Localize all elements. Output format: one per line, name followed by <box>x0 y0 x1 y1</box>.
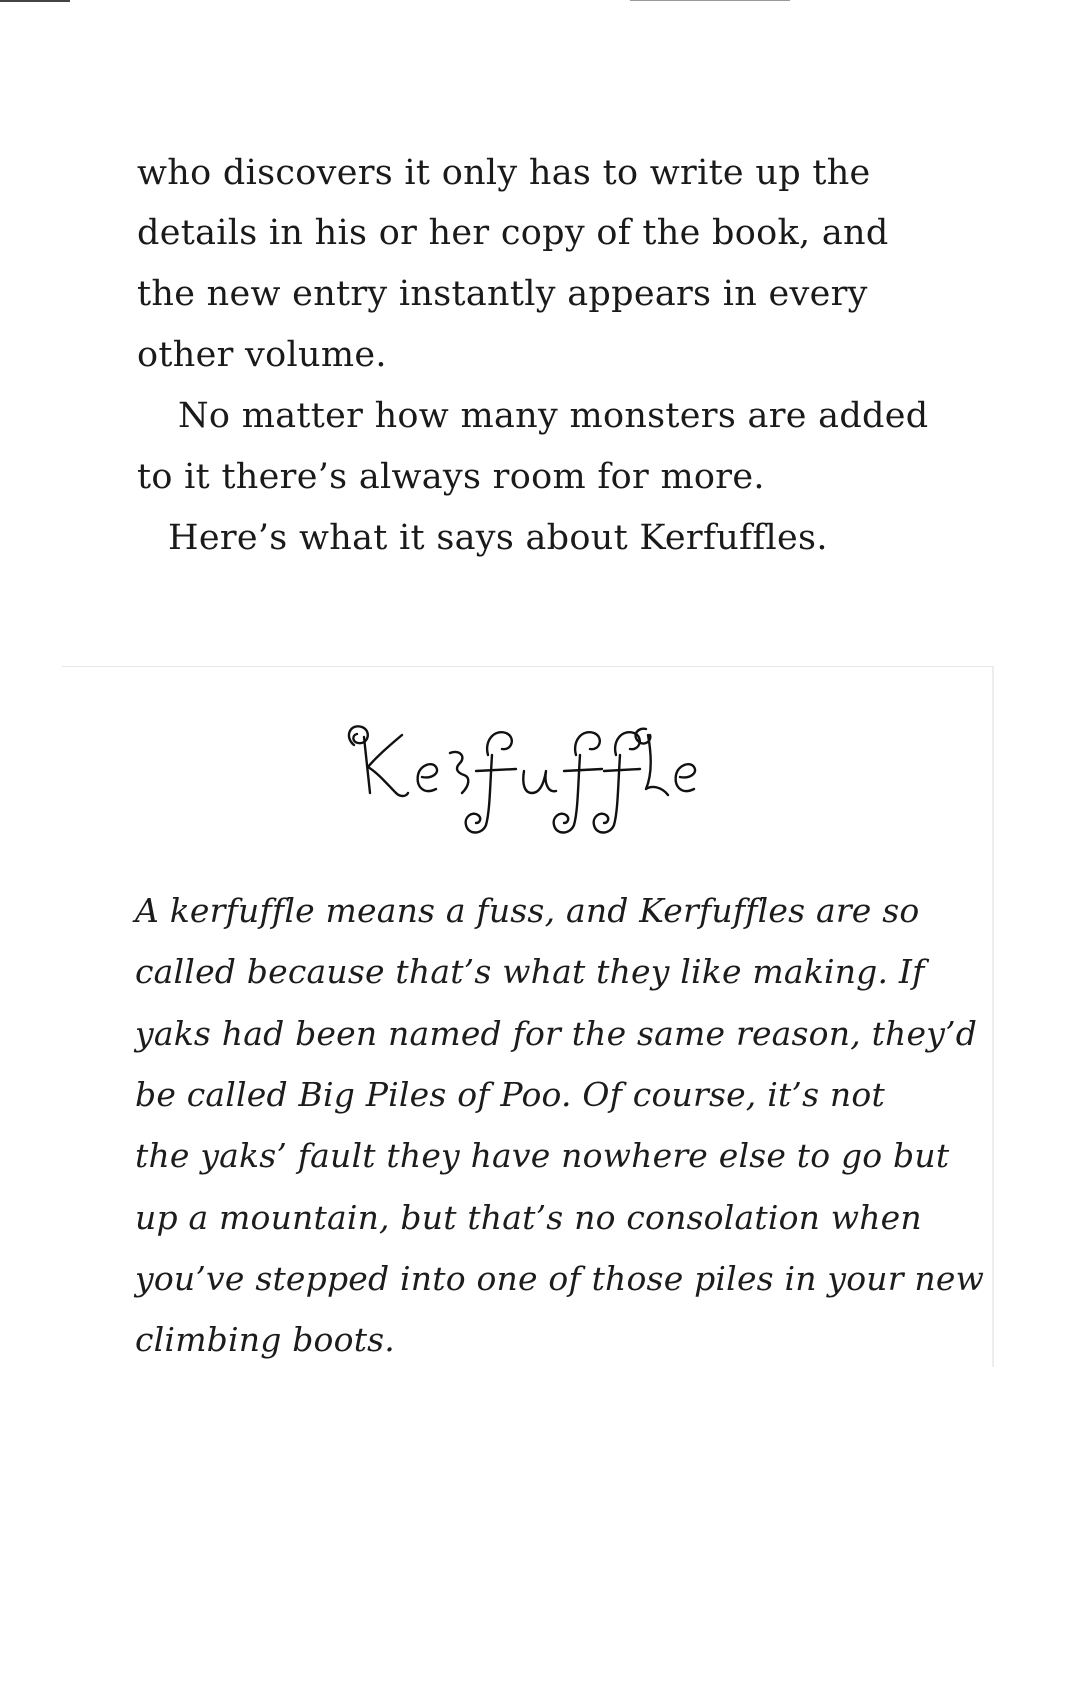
entry-line: the yaks’ fault they have nowhere else to go but <box>135 1136 950 1175</box>
entry-line: yaks had been named for the same reason, they’d <box>135 1014 978 1053</box>
body-line: No matter how many monsters are added <box>178 396 929 436</box>
entry-line: climbing boots. <box>135 1320 395 1359</box>
body-line: Here’s what it says about Kerfuffles. <box>168 518 828 558</box>
entry-line: A kerfuffle means a fuss, and Kerfuffles are so <box>135 891 920 930</box>
entry-line: be called Big Piles of Poo. Of course, it’s not <box>135 1075 885 1114</box>
body-line: the new entry instantly appears in every <box>137 274 868 314</box>
entry-line: called because that’s what they like making. If <box>135 952 925 991</box>
body-line: details in his or her copy of the book, and <box>137 213 889 253</box>
body-line: to it there’s always room for more. <box>137 457 765 497</box>
entry-title-kerfuffle <box>340 715 760 845</box>
scan-edge-mark-2 <box>630 0 790 1</box>
scan-edge-mark <box>0 0 70 2</box>
body-line: who discovers it only has to write up the <box>137 153 871 193</box>
body-line: other volume. <box>137 335 387 375</box>
entry-line: you’ve stepped into one of those piles in your new <box>135 1259 985 1298</box>
svg-text:Kerfuffle: Kerfuffle <box>340 715 345 716</box>
entry-line: up a mountain, but that’s no consolation when <box>135 1198 922 1237</box>
